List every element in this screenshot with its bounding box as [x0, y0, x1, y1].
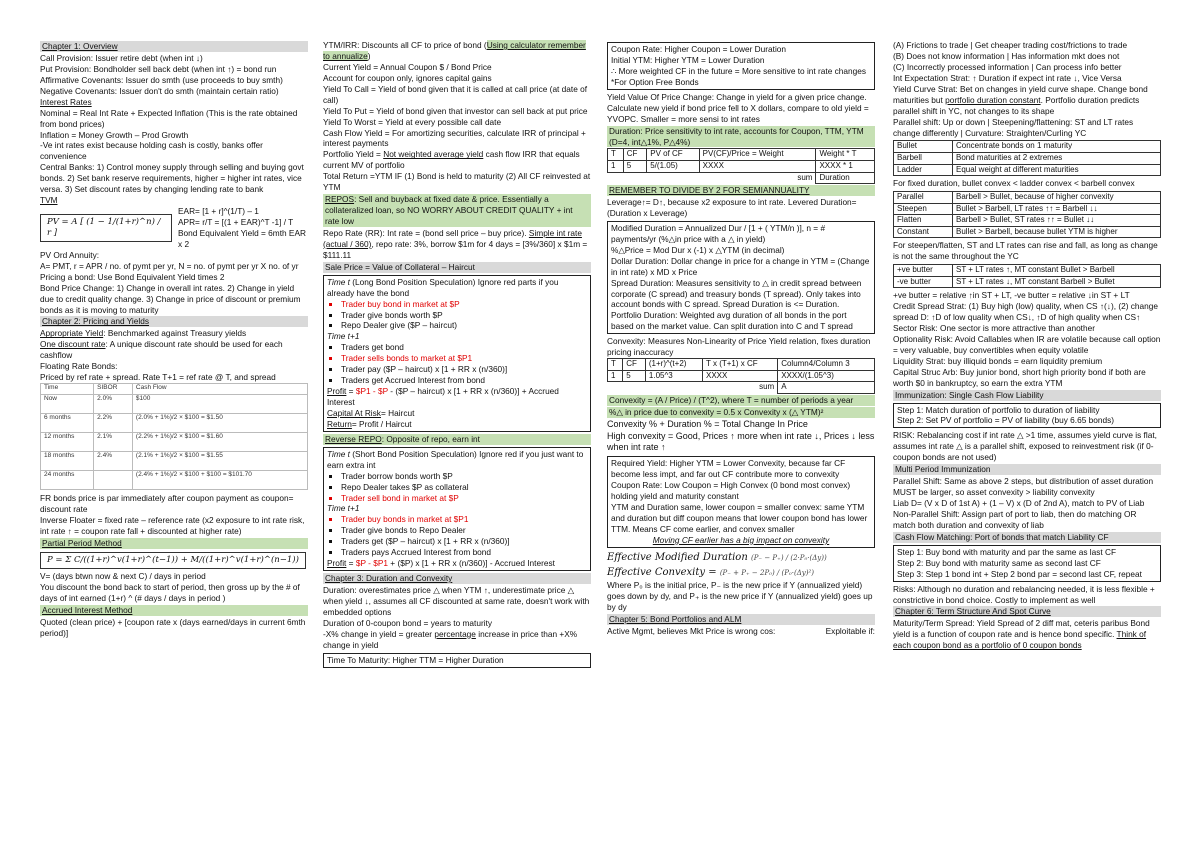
text-span: portfolio duration constant	[945, 94, 1041, 105]
table-cell: $100	[132, 395, 307, 414]
text-line: Modified Duration = Annualized Dur / [1 + ( YTM/n )], n = # payments/yr (%△in price with a △ in yield)	[611, 222, 826, 244]
text-line: Nominal = Real Int Rate + Expected Inflation (This is the rate obtained from bond prices)	[40, 107, 298, 129]
table-row	[894, 152, 1161, 164]
text-line: Bond Equivalent Yield = 6mth EAR x 2	[178, 227, 306, 249]
reverse-repo-line	[323, 434, 591, 445]
text-span: (P₋ − P₊) / (2·P₀·(Δy))	[750, 553, 827, 562]
text-line: Duration: overestimates price △ when YTM ↑, underestimate price △ when yield ↓, assumes all CF discounted at same rate, doesn't work with embedded options	[323, 585, 590, 617]
table-header-cell: Time	[41, 384, 94, 395]
accrued-interest-heading: Accrued Interest Method	[40, 605, 308, 616]
table-cell: Ladder	[894, 164, 953, 176]
ttm-box: Time To Maturity: Higher TTM = Higher Duration	[323, 653, 591, 668]
text-span: + ($P) x [1 + RR x (n/360)] - Accrued Interest	[387, 558, 555, 569]
text-line: Duration of 0-coupon bond = years to maturity	[323, 617, 493, 628]
text-line: Central Banks: 1) Control money supply through selling and buying govt bonds. 2) Set bank reserve requirements, higher = higher int rates, vice versa. 3) Set discount rates by changing lending rate to bank	[40, 162, 304, 195]
text-line: Credit Spread Strat: (1) Buy high (low) quality, when CS ↑(↓), (2) change spread D: ↑D of low quality when CS↓, ↑D of high quality when CS↑	[893, 301, 1158, 323]
table-cell: 5	[623, 160, 646, 172]
duration-definition: Duration: Price sensitivity to int rate, accounts for Coupon, TTM, YTM (D=4, int△1%, P△4%)	[607, 126, 875, 148]
table-row	[41, 395, 308, 414]
chapter-6-heading: Chapter 6: Term Structure And Spot Curve	[893, 606, 1161, 617]
column-4	[893, 40, 1161, 651]
table-cell: 2.0%	[94, 395, 133, 414]
text-span: : Opposite of repo, earn int	[381, 433, 480, 444]
text-line: Portfolio Duration: Weighted avg duration of all bonds in the port based on the market value. Can split duration into C and T spread	[611, 310, 853, 332]
text-line: Pricing a bond: Use Bond Equivalent Yield times 2	[40, 271, 225, 282]
text-line: Parallel shift: Up or down | Steepening/flattening: ST and LT rates change differently | Curvature: Straighten/Curling YC	[893, 116, 1134, 138]
table-cell: Duration	[816, 172, 875, 184]
text-line: Step 2: Set PV of portfolio = PV of liability (buy 6.65 bonds)	[897, 415, 1114, 426]
definition: : A unique discount rate should be used for each cashflow	[40, 339, 283, 361]
text-span: : Sell and buyback at fixed date & price. Essentially a collateralized loan, so NO WORRY ABOUT CREDIT QUALITY + int rate low	[325, 194, 573, 226]
text-line: Moving CF earlier has a big impact on convexity	[652, 534, 830, 545]
table-row	[894, 215, 1161, 227]
table-header-cell: CF	[623, 359, 646, 371]
text-span: YTM/IRR: Discounts all CF to price of bond (	[323, 40, 487, 50]
table-cell: 5	[623, 370, 646, 382]
list-item: ▪ Trader give bonds to Repo Dealer	[341, 525, 587, 536]
text-span: Profit	[327, 386, 347, 397]
repos-definition	[323, 194, 591, 227]
table-cell: 2.2%	[94, 414, 133, 433]
table-cell: Barbell > Bullet, because of higher convexity	[953, 192, 1161, 204]
table-row	[894, 276, 1161, 288]
text-line: -Ve int rates exist because holding cash is costly, banks offer convenience	[40, 140, 263, 162]
semiannual-reminder: REMEMBER TO DIVIDE BY 2 FOR SEMIANNUALITY	[607, 185, 875, 196]
text-span: $P1 - $P	[355, 386, 388, 397]
text-line	[893, 84, 1161, 117]
table-row	[608, 382, 875, 394]
text-line	[323, 228, 591, 261]
table-cell: Steepen	[894, 203, 953, 215]
list-item: ▪ Traders get ($P – haircut) x [1 + RR x (n/360)]	[341, 536, 587, 547]
list	[327, 514, 587, 558]
cash-flow-matching-heading: Cash Flow Matching: Port of bonds that match Liability CF	[893, 532, 1161, 543]
text-line: (C) Incorrectly processed information | Can process info better	[893, 61, 1122, 72]
table-header-cell: SIBOR	[94, 384, 133, 395]
text-span: Yield Curve Strat: Bet on changes in yield curve shape. Change bond maturities but	[893, 83, 1148, 105]
text-line: High convexity = Good, Prices ↑ more when int rate ↓, Prices ↓ less when int rate ↑	[607, 430, 875, 453]
text-line	[893, 618, 1161, 651]
table-cell: XXXX/(1.05^3)	[778, 370, 875, 382]
duration-factors-box	[607, 42, 875, 90]
text-line	[323, 149, 591, 171]
interest-rates-heading: Interest Rates	[40, 96, 92, 107]
text-line: PV Ord Annuity:	[40, 249, 100, 260]
text-line: Call Provision: Issuer retire debt (when int ↓)	[40, 52, 203, 63]
list	[327, 342, 587, 386]
text-span: Effective Convexity	[607, 566, 706, 578]
text-line: Time t+1	[327, 331, 360, 342]
table-cell: 5/(1.05)	[647, 160, 699, 172]
table-cell: ST + LT rates ↑, MT constant Bullet > Barbell	[953, 265, 1161, 277]
text-span: - ($P – haircut) x [1 + RR x (n/360)] + Accrued Interest	[327, 386, 559, 407]
text-line: Capital Struc Arb: Buy junior bond, short high priority bond if both are worth $0 in bankruptcy, so earn the extra YTM	[893, 366, 1146, 388]
list-item: ▪ Repo Dealer give ($P – haircut)	[341, 320, 587, 331]
text-span: Not weighted average yield	[383, 149, 484, 160]
table-cell: Bond maturities at 2 extremes	[953, 152, 1161, 164]
effective-convexity-formula: Effective Convexity = (P₋ + P₊ − 2P₀) / (P₀·(Δy)²)	[607, 566, 814, 578]
definition: : Benchmarked against Treasury yields	[103, 328, 247, 339]
table-cell: sum	[608, 172, 816, 184]
table-header-cell: T x (T+1) x CF	[703, 359, 778, 371]
text-line: +ve butter = relative ↑in ST + LT, -ve butter = relative ↓in ST + LT	[893, 290, 1130, 301]
text-span: Exploitable if:	[825, 625, 875, 636]
table-header-row	[608, 149, 875, 161]
cash-flow-matching-box	[893, 545, 1161, 582]
table-cell: Barbell	[894, 152, 953, 164]
text-line: Required Yield: Higher YTM = Lower Convexity, because far CF become less impt, and far out CF contribute more to convexity	[611, 458, 846, 480]
text-line: Initial YTM: Higher YTM = Lower Duration	[611, 54, 765, 65]
text-line	[327, 277, 587, 299]
text-line: %△Price = Mod Dur x (-1) x △YTM (in decimal)	[611, 244, 785, 255]
table-cell: -ve butter	[894, 276, 953, 288]
table-cell: Bullet	[894, 141, 953, 153]
column-1	[40, 40, 308, 639]
text-span: REPOS	[325, 194, 355, 205]
table-cell: Constant	[894, 226, 953, 238]
text-span: Simple int rate (actual / 360)	[323, 227, 582, 249]
chapter-5-heading: Chapter 5: Bond Portfolios and ALM	[607, 614, 875, 625]
table-cell: XXXX * 1	[816, 160, 875, 172]
table-cell: Bullet > Barbell, LT rates ↑↑ = Barbell ↓↓	[953, 203, 1161, 215]
text-line: YTM and Duration same, lower coupon = smaller convex: same YTM and duration but diff coupon means that lower coupon bond has lower TTM. Means CF come earlier, and convex smaller	[611, 502, 868, 534]
text-line: Dollar Duration: Dollar change in price for a change in YTM = (Change in int rate) x MD x Price	[611, 255, 870, 277]
list-item: ▪ Traders get bond	[341, 342, 587, 353]
text-span: Capital At Risk	[327, 407, 381, 418]
text-line: Account for coupon only, ignores capital gains	[323, 72, 492, 83]
duration-table	[607, 148, 875, 184]
list	[327, 471, 587, 504]
table-row	[894, 141, 1161, 153]
text-span: $P - $P1	[355, 558, 388, 569]
text-line: Risks: Although no duration and rebalancing needed, it is less flexible + constrictive in bond choice. Costly to implement as well	[893, 583, 1155, 605]
table-cell: A	[778, 382, 875, 394]
table-row	[894, 265, 1161, 277]
text-span: Repo Rate (RR): Int rate = (bond sell price – buy price).	[323, 227, 529, 238]
table-header-cell: CF	[623, 149, 646, 161]
table-header-row	[41, 384, 308, 395]
text-span: = Profit / Haircut	[351, 418, 412, 429]
table-row	[608, 370, 875, 382]
table-cell: Equal weight at different maturities	[953, 164, 1161, 176]
list-item: ▪ Trader buy bonds in market at $P1	[341, 514, 587, 525]
text-line: Spread Duration: Measures sensitivity to △ in credit spread between corporate (C spread) and treasury bonds (T spread). Only takes into account bonds with C spread. Spread Duration is <= Duration.	[611, 277, 862, 310]
text-line: Affirmative Covenants: Issuer do smth (use proceeds to buy smth)	[40, 74, 283, 85]
table-cell: 24 months	[41, 471, 94, 490]
list-item: ▪ Traders get Accrued Interest from bond	[341, 375, 587, 386]
partial-period-formula: P = Σ C/((1+r)^v(1+r)^(t−1)) + M/((1+r)^v(1+r)^(n−1))	[40, 552, 306, 569]
column-3	[607, 40, 875, 637]
chapter-2-heading: Chapter 2: Pricing and Yields	[40, 316, 308, 327]
table-row	[41, 414, 308, 433]
chapter-3-heading: Chapter 3: Duration and Convexity	[323, 573, 591, 584]
table-cell: Parallel	[894, 192, 953, 204]
column-2	[323, 40, 591, 670]
text-line	[327, 449, 587, 471]
text-line: Liquidity Strat: buy illiquid bonds = earn liquidity premium	[893, 355, 1103, 366]
text-span: percentage	[434, 628, 476, 639]
table-cell: (2.1% + 1%)/2 × $100 = $1.55	[132, 452, 307, 471]
text-line	[607, 626, 875, 637]
list-item: ▪ Trader pay ($P – haircut) x [1 + RR x (n/360)]	[341, 364, 587, 375]
text-line: Int Expectation Strat: ↑ Duration if expect int rate ↓, Vice Versa	[893, 72, 1122, 83]
text-line: For fixed duration, bullet convex < ladder convex < barbell convex	[893, 178, 1135, 189]
text-line: Time t+1	[327, 503, 360, 514]
text-line: Convexity: Measures Non-Linearity of Price Yield relation, fixes duration pricing inaccuracy	[607, 336, 871, 358]
convexity-formula: Convexity = (A / Price) / (T^2), where T = number of periods a year	[607, 395, 875, 406]
table-header-cell: T	[608, 359, 623, 371]
butterfly-table	[893, 264, 1161, 288]
immunization-steps-box	[893, 403, 1161, 429]
table-cell	[94, 471, 133, 490]
text-line: Total Return =YTM IF (1) Bond is held to maturity (2) All CF reinvested at YTM	[323, 171, 591, 193]
table-cell: XXXX	[699, 160, 816, 172]
text-line	[327, 386, 587, 408]
text-span: Effective Modified Duration	[607, 551, 748, 563]
text-line	[327, 558, 587, 569]
table-cell: 12 months	[41, 433, 94, 452]
text-line: (A) Frictions to trade | Get cheaper trading cost/frictions to trade	[893, 40, 1128, 50]
multi-period-heading: Multi Period Immunization	[893, 464, 1161, 475]
sale-price-line: Sale Price = Value of Collateral – Haircut	[323, 262, 591, 273]
text-line: Step 2: Buy bond with maturity same as second last CF	[897, 557, 1101, 568]
text-span: Reverse REPO	[325, 433, 382, 444]
text-line: FR bonds price is par immediately after coupon payment as coupon= discount rate	[40, 493, 294, 514]
text-span: cash flow IRR that equals current MV of portfolio	[323, 149, 580, 171]
text-span: = Haircut	[380, 407, 415, 418]
portfolio-shape-table	[893, 140, 1161, 176]
table-cell: (2.0% + 1%)/2 × $100 = $1.50	[132, 414, 307, 433]
text-span: increase in price than +X% change in yield	[323, 628, 578, 650]
text-line: Quoted (clean price) + [coupon rate x (days earned/days in current 6mth period)]	[40, 616, 306, 638]
text-line: Coupon Rate: Higher Coupon = Lower Duration	[611, 44, 787, 54]
text-span: Profit	[327, 558, 347, 569]
partial-period-heading: Partial Period Method	[40, 538, 308, 549]
table-cell: Now	[41, 395, 94, 414]
text-line: Inverse Floater = fixed rate – reference rate (x2 exposure to int rate risk, int rate ↑ = coupon rate fall + discounted at higher rate)	[40, 514, 305, 536]
duration-types-box	[607, 221, 875, 334]
convexity-table	[607, 358, 875, 394]
text-line: Sector Risk: One sector is more attractive than another	[893, 322, 1095, 333]
table-header-cell: Cash Flow	[132, 384, 307, 395]
highlight-span: Using calculator remember to annualize	[323, 40, 586, 61]
text-line: Where P₀ is the initial price, P₋ is the new price if Y (annualized yield) goes down by dy, and P₊ is the new price if Y (annualized yield) goes up by dy	[607, 580, 873, 613]
table-row	[41, 433, 308, 452]
text-line: APR= r/T = [(1 + EAR)^T -1] / T	[178, 217, 294, 227]
tvm-notes	[178, 206, 308, 250]
text-line: EAR= [1 + r]^(1/T) – 1	[178, 206, 259, 217]
text-line: Parallel Shift: Same as above 2 steps, but distribution of asset duration MUST be larger, so asset convexity > liability convexity	[893, 476, 1154, 498]
table-header-cell: PV of CF	[647, 149, 699, 161]
text-span: Return	[327, 418, 352, 429]
text-line: You discount the bond back to start of period, then gross up by the # of days of int earned (1+r) ^ (# days / days in period )	[40, 581, 300, 603]
text-span: (P₋ + P₊ − 2P₀) / (P₀·(Δy)²)	[719, 568, 814, 577]
text-span: Think of each coupon bond as a portfolio of 0 coupon bonds	[893, 629, 1147, 651]
table-cell: sum	[608, 382, 778, 394]
table-row	[894, 203, 1161, 215]
text-line	[40, 339, 308, 361]
convexity-price-formula: %△ in price due to convexity = 0.5 x Convexity x (△ YTM)²	[607, 407, 875, 418]
table-cell: ST + LT rates ↓, MT constant Barbell > Bullet	[953, 276, 1161, 288]
table-row	[894, 192, 1161, 204]
chapter-1-heading: Chapter 1: Overview	[40, 41, 308, 52]
text-line: Yield To Worst = Yield at every possible call date	[323, 116, 502, 127]
list-item: ▪ Traders pays Accrued Interest from bond	[341, 547, 587, 558]
text-line: Step 1: Buy bond with maturity and par the same as last CF	[897, 546, 1117, 557]
table-row	[894, 164, 1161, 176]
tvm-heading: TVM	[40, 195, 58, 206]
text-line: Floating Rate Bonds:	[40, 361, 118, 372]
text-line: V= (days btwn now & next C) / days in period	[40, 570, 206, 581]
text-span: (Long Bond Position Speculation) Ignore red parts if you already have the bond	[327, 276, 559, 298]
table-row	[41, 452, 308, 471]
text-line: Inflation = Money Growth – Prod Growth	[40, 129, 189, 140]
text-line: Put Provision: Bondholder sell back debt (when int ↑) = bond run	[40, 63, 277, 74]
text-span: =	[346, 558, 356, 569]
text-line: Bond Price Change: 1) Change in overall int rates. 2) Change in yield due to credit quality change. 3) Change in price of discount or premium bonds as it is moving to maturity	[40, 282, 301, 315]
list-item: ▪ Trader give bonds worth $P	[341, 310, 587, 321]
table-cell: 2.4%	[94, 452, 133, 471]
list-item: ▪ Trader borrow bonds worth $P	[341, 471, 587, 482]
table-cell: (2.4% + 1%)/2 × $100 + $100 = $101.70	[132, 471, 307, 490]
text-line: Convexity % + Duration % = Total Change In Price	[607, 418, 808, 429]
table-header-cell: Column4/Column 3	[778, 359, 875, 371]
text-line: Negative Covenants: Issuer don't do smth (maintain certain ratio)	[40, 85, 279, 96]
text-line	[323, 629, 591, 651]
table-row	[608, 172, 875, 184]
text-span: Maturity/Term Spread: Yield Spread of 2 diff mat, ceteris paribus Bond yield is a function of coupon rate and is hence bond specific.	[893, 618, 1150, 640]
table-cell: 2.1%	[94, 433, 133, 452]
text-line: Liab D= (V x D of 1st A) + (1 – V) x (D of 2nd A), match to PV of Liab	[893, 498, 1145, 509]
text-line: A= PMT, r = APR / no. of pymt per yr, N = no. of pymt per yr X no. of yr	[40, 260, 299, 271]
text-span: Time t	[327, 448, 350, 459]
table-cell: Flatten	[894, 215, 953, 227]
text-line: Yield Value Of Price Change: Change in yield for a given price change. Calculate new yield if bond price fell to X dollars, compare to old yield = YVOPC. Smaller = more sensi to int rates	[607, 91, 869, 124]
text-line: Non-Parallel Shift: Assign part of port to liab, then do matching OR match both duration and convexity of liab	[893, 508, 1137, 530]
floating-rate-table	[40, 383, 308, 490]
table-header-cell: PV(CF)/Price = Weight	[699, 149, 816, 161]
text-span: . Portfolio duration predicts parallel shift in YC, not changes to its shape	[893, 94, 1140, 116]
table-cell: +ve butter	[894, 265, 953, 277]
table-header-row	[608, 359, 875, 371]
text-span: =	[346, 386, 356, 397]
tvm-formula: PV = A [ (1 − 1/(1+r)^n) / r ]	[40, 214, 172, 242]
immunization-heading: Immunization: Single Cash Flow Liability	[893, 390, 1161, 401]
table-cell: XXXX	[703, 370, 778, 382]
term: Appropriate Yield	[40, 328, 104, 339]
table-cell: 6 months	[41, 414, 94, 433]
tvm-block	[40, 206, 308, 250]
table-row	[41, 471, 308, 490]
text-line: ∴ More weighted CF in the future = More sensitive to int rate changes	[611, 65, 867, 76]
table-row	[608, 160, 875, 172]
list-item: ▪ Trader sell bond in market at $P	[341, 493, 587, 504]
effective-duration-formula	[607, 550, 875, 565]
table-cell: 18 months	[41, 452, 94, 471]
repo-box	[323, 275, 591, 432]
reverse-repo-box	[323, 447, 591, 571]
text-line: For steepen/flatten, ST and LT rates can rise and fall, as long as change is not the same throughout the YC	[893, 240, 1158, 262]
table-header-cell: (1+r)^(t+2)	[645, 359, 702, 371]
text-span: (Short Bond Position Speculation) Ignore red if you just want to earn extra int	[327, 448, 584, 470]
text-line: Step 1: Match duration of portfolio to duration of liability	[897, 404, 1100, 415]
convexity-factors-box	[607, 456, 875, 548]
text-line	[327, 419, 587, 430]
text-span: , repo rate: 3%, borrow $1m for 4 days = [3%/360] x $1m = $111.11	[323, 238, 588, 260]
text-span: -X% change in yield = greater	[323, 628, 435, 639]
list-item: ▪ Trader buy bond in market at $P	[341, 299, 587, 310]
text-span: Time t	[327, 276, 350, 287]
text-line	[327, 408, 587, 419]
yield-shift-table	[893, 191, 1161, 238]
text-line: Coupon Rate: Low Coupon = High Convex (0 bond most convex) holding yield and maturity constant	[611, 480, 851, 502]
table-row	[894, 226, 1161, 238]
text-line: *For Option Free Bonds	[611, 76, 699, 87]
text-line: Optionality Risk: Avoid Callables when IR are volatile because call option = very valuable, buy convertibles when equity volatile	[893, 333, 1161, 355]
text-line	[323, 40, 591, 62]
table-cell: 1	[608, 370, 623, 382]
text-span: Portfolio Yield =	[323, 149, 384, 160]
list-item: ▪ Repo Dealer takes $P as collateral	[341, 482, 587, 493]
list	[327, 299, 587, 332]
text-line: Priced by ref rate + spread. Rate T+1 = ref rate @ T, and spread	[40, 372, 276, 383]
table-cell: Barbell > Bullet, ST rates ↑↑ = Bullet ↓↓	[953, 215, 1161, 227]
term: One discount rate	[40, 339, 106, 350]
table-cell: 1	[608, 160, 624, 172]
table-cell: (2.2% + 1%)/2 × $100 = $1.60	[132, 433, 307, 452]
text-line: Yield To Put = Yield of bond given that investor can sell back at put price	[323, 105, 588, 116]
text-line: Yield To Call = Yield of bond given that it is called at call price (at date of call)	[323, 83, 588, 105]
table-header-cell: T	[608, 149, 624, 161]
text-span: Active Mgmt, believes Mkt Price is wrong cos:	[607, 625, 776, 636]
text-line: Step 3: Step 1 bond int + Step 2 bond par = second last CF, repeat	[897, 568, 1142, 579]
table-header-cell: Weight * T	[816, 149, 875, 161]
text-line: Leverage↑= D↑, because x2 exposure to int rate. Levered Duration= (Duration x Leverage)	[607, 197, 857, 218]
text-span: )	[367, 50, 371, 61]
list-item: ▪ Trader sells bonds to market at $P1	[341, 353, 587, 364]
table-cell: Bullet > Barbell, because bullet YTM is higher	[953, 226, 1161, 238]
text-line: RISK: Rebalancing cost if int rate △ >1 time, assumes yield curve is flat, assumes int rate △ is a parallel shift, exposed to reinvestment risk (if 0-coupon bonds are not used)	[893, 430, 1157, 463]
table-cell: 1.05^3	[645, 370, 702, 382]
table-cell: Concentrate bonds on 1 maturity	[953, 141, 1161, 153]
text-line: (B) Does not know information | Has information mkt does not	[893, 50, 1120, 61]
text-line: Cash Flow Yield = For amortizing securities, calculate IRR of principal + interest payments	[323, 127, 586, 149]
text-line: Current Yield = Annual Coupon $ / Bond Price	[323, 61, 492, 72]
text-line	[40, 328, 308, 339]
